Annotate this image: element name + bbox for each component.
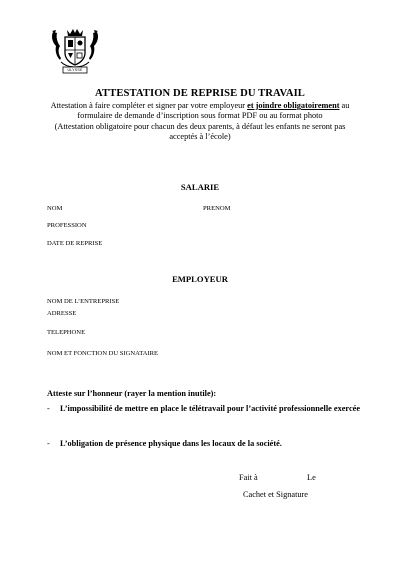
attestation-option-teletravail: L’impossibilité de mettre en place le télétravail pour l’activité professionnelle exercée [60,404,361,413]
field-telephone: TELEPHONE [47,329,86,336]
intro-paragraph [48,101,352,143]
section-heading-employeur: EMPLOYEUR [172,274,228,284]
le-label: Le [307,473,316,482]
fait-a-label: Fait à [239,473,258,482]
field-adresse: ADRESSE [47,310,77,317]
intro-text-1: Attestation à faire compléter et signer par votre employeur [50,101,248,110]
bullet-dash-2: - [47,439,50,448]
document-title: ATTESTATION DE REPRISE DU TRAVAIL [95,88,305,99]
coat-of-arms-logo [47,26,103,74]
bullet-dash-1: - [47,404,50,413]
logo-banner-text: ULYSSE [67,68,83,72]
field-signataire: NOM ET FONCTION DU SIGNATAIRE [47,350,159,357]
field-prenom: PRENOM [203,205,231,212]
intro-note: (Attestation obligatoire pour chacun des deux parents, à défaut les enfants ne seront pas acceptés à l’école) [54,121,346,142]
field-nom: NOM [47,205,63,212]
field-profession: PROFESSION [47,222,87,229]
intro-text-2: au formulaire de demande d’inscription sous format PDF ou au format photo [77,101,350,121]
field-entreprise: NOM DE L’ENTREPRISE [47,298,120,305]
cachet-signature-label: Cachet et Signature [243,490,308,499]
section-heading-salarie: SALARIE [180,182,220,192]
field-date-reprise: DATE DE REPRISE [47,240,103,247]
atteste-heading: Atteste sur l’honneur (rayer la mention inutile): [47,389,217,398]
attestation-option-presence: L’obligation de présence physique dans les locaux de la société. [60,439,282,448]
intro-text-bold: et joindre obligatoirement [247,101,340,110]
